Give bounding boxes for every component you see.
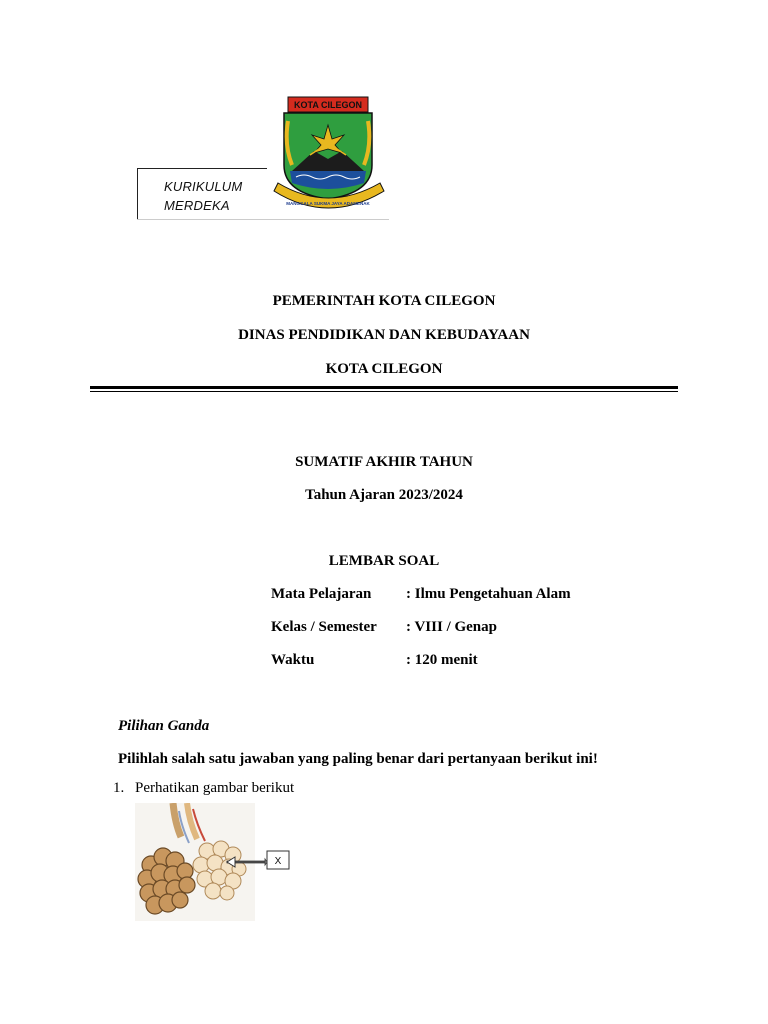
header-rule-thin (90, 391, 678, 392)
question-1-text: Perhatikan gambar berikut (135, 780, 295, 796)
field-time-label: Waktu (271, 652, 315, 668)
header-rule-thick (90, 386, 678, 389)
exam-sheet: LEMBAR SOAL (328, 553, 440, 569)
field-time-value: : 120 menit (406, 652, 478, 668)
figure-label-x: X (274, 856, 282, 867)
field-class-label: Kelas / Semester (271, 619, 377, 635)
exam-year: Tahun Ajaran 2023/2024 (305, 487, 463, 503)
kurikulum-merdeka-box (137, 168, 267, 220)
field-subject-label: Mata Pelajaran (271, 586, 372, 602)
field-class-value: : VIII / Genap (406, 619, 497, 635)
question-1-number: 1. (113, 780, 125, 796)
logo-banner-text: KOTA CILEGON (294, 100, 362, 110)
header-city: KOTA CILEGON (325, 361, 443, 377)
header-department: DINAS PENDIDIKAN DAN KEBUDAYAAN (238, 327, 530, 343)
exam-title: SUMATIF AKHIR TAHUN (295, 454, 473, 470)
field-subject-value: : Ilmu Pengetahuan Alam (406, 586, 571, 602)
section-instruction: Pilihlah salah satu jawaban yang paling benar dari pertanyaan berikut ini! (118, 751, 598, 767)
logo-motto-text: MANGGALA SUKMA JAYA ADAMENAK (286, 201, 370, 206)
alveoli-figure (135, 803, 295, 921)
kurikulum-line1: KURIKULUM (164, 179, 243, 194)
kurikulum-line2: MERDEKA (164, 198, 230, 213)
kota-cilegon-emblem (270, 95, 388, 223)
header-government: PEMERINTAH KOTA CILEGON (272, 293, 496, 309)
section-title: Pilihan Ganda (118, 718, 210, 734)
